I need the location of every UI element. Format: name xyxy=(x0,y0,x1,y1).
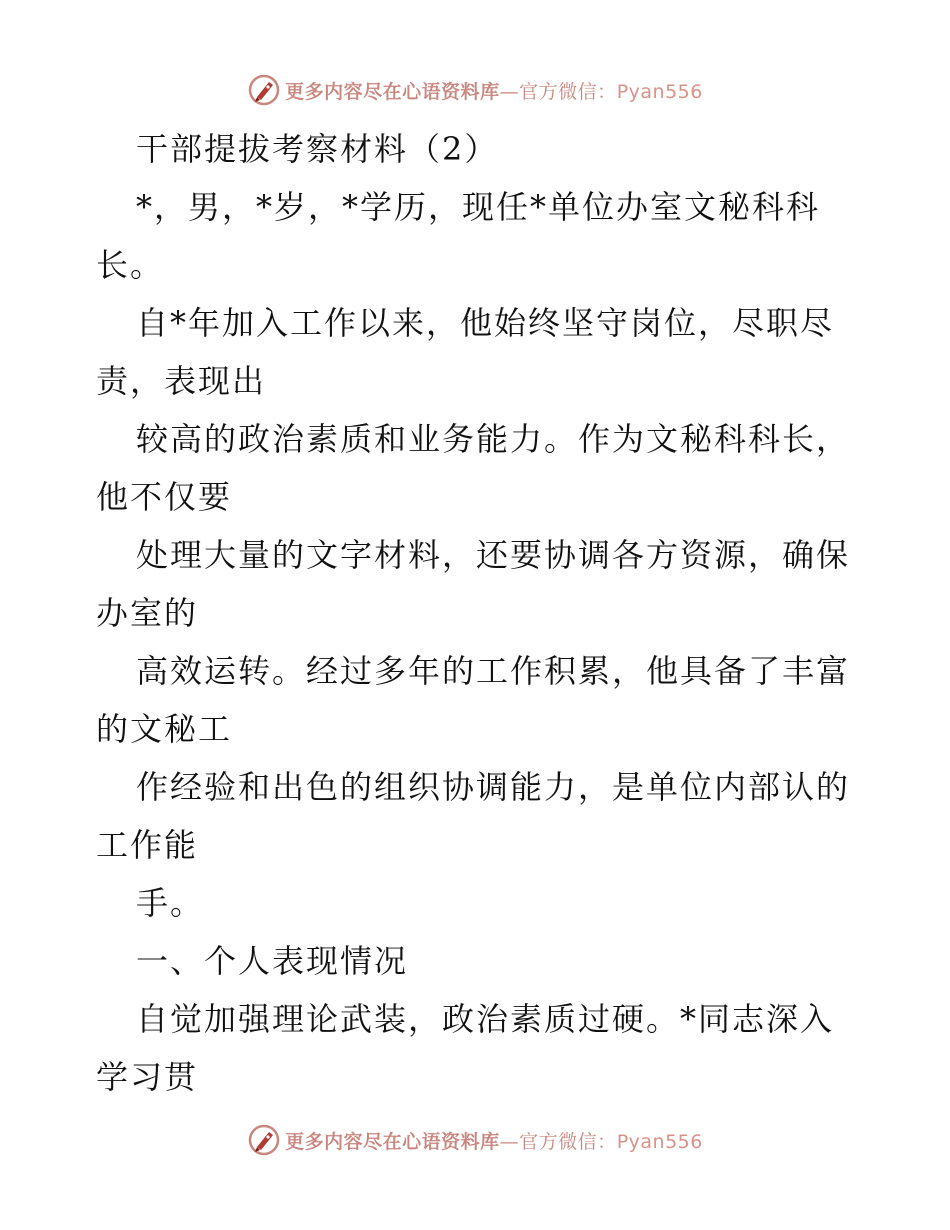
fountain-pen-logo-icon xyxy=(247,1123,281,1157)
watermark-text xyxy=(285,1127,703,1154)
text-line: 较高的政治素质和业务能力。作为文秘科科长， xyxy=(136,420,851,458)
watermark-wechat-id: Pyan556 xyxy=(616,1130,703,1153)
text-line: 长。 xyxy=(96,246,165,284)
text-line: 自觉加强理论武装，政治素质过硬。*同志深入 xyxy=(136,1000,835,1038)
watermark-text xyxy=(285,77,703,104)
text-line: 学习贯 xyxy=(96,1058,199,1096)
text-line: 责，表现出 xyxy=(96,362,267,400)
text-line: 一、个人表现情况 xyxy=(136,942,409,980)
watermark-separator: — xyxy=(499,1130,520,1153)
text-line: 处理大量的文字材料，还要协调各方资源，确保 xyxy=(136,536,851,574)
fountain-pen-logo-icon xyxy=(247,73,281,107)
watermark-separator: — xyxy=(499,80,520,103)
text-line: 作经验和出色的组织协调能力，是单位内部认的 xyxy=(136,768,851,806)
text-line: 手。 xyxy=(136,884,205,922)
text-line: 的文秘工 xyxy=(96,710,233,748)
document-title: 干部提拔考察材料（2） xyxy=(136,130,499,168)
watermark-brand: 更多内容尽在心语资料库 xyxy=(285,1130,500,1153)
document-body xyxy=(96,120,856,1106)
footer-watermark xyxy=(0,1120,950,1160)
text-line: 自*年加入工作以来，他始终坚守岗位，尽职尽 xyxy=(136,304,835,342)
text-line: 高效运转。经过多年的工作积累，他具备了丰富 xyxy=(136,652,851,690)
header-watermark xyxy=(0,70,950,110)
text-line: 办室的 xyxy=(96,594,199,632)
watermark-brand: 更多内容尽在心语资料库 xyxy=(285,80,500,103)
watermark-wechat-id: Pyan556 xyxy=(616,80,703,103)
text-line: 工作能 xyxy=(96,826,199,864)
text-line: 他不仅要 xyxy=(96,478,233,516)
text-line: *，男，*岁，*学历，现任*单位办室文秘科科 xyxy=(136,188,821,226)
watermark-label: 官方微信： xyxy=(519,80,617,103)
watermark-label: 官方微信： xyxy=(519,1130,617,1153)
